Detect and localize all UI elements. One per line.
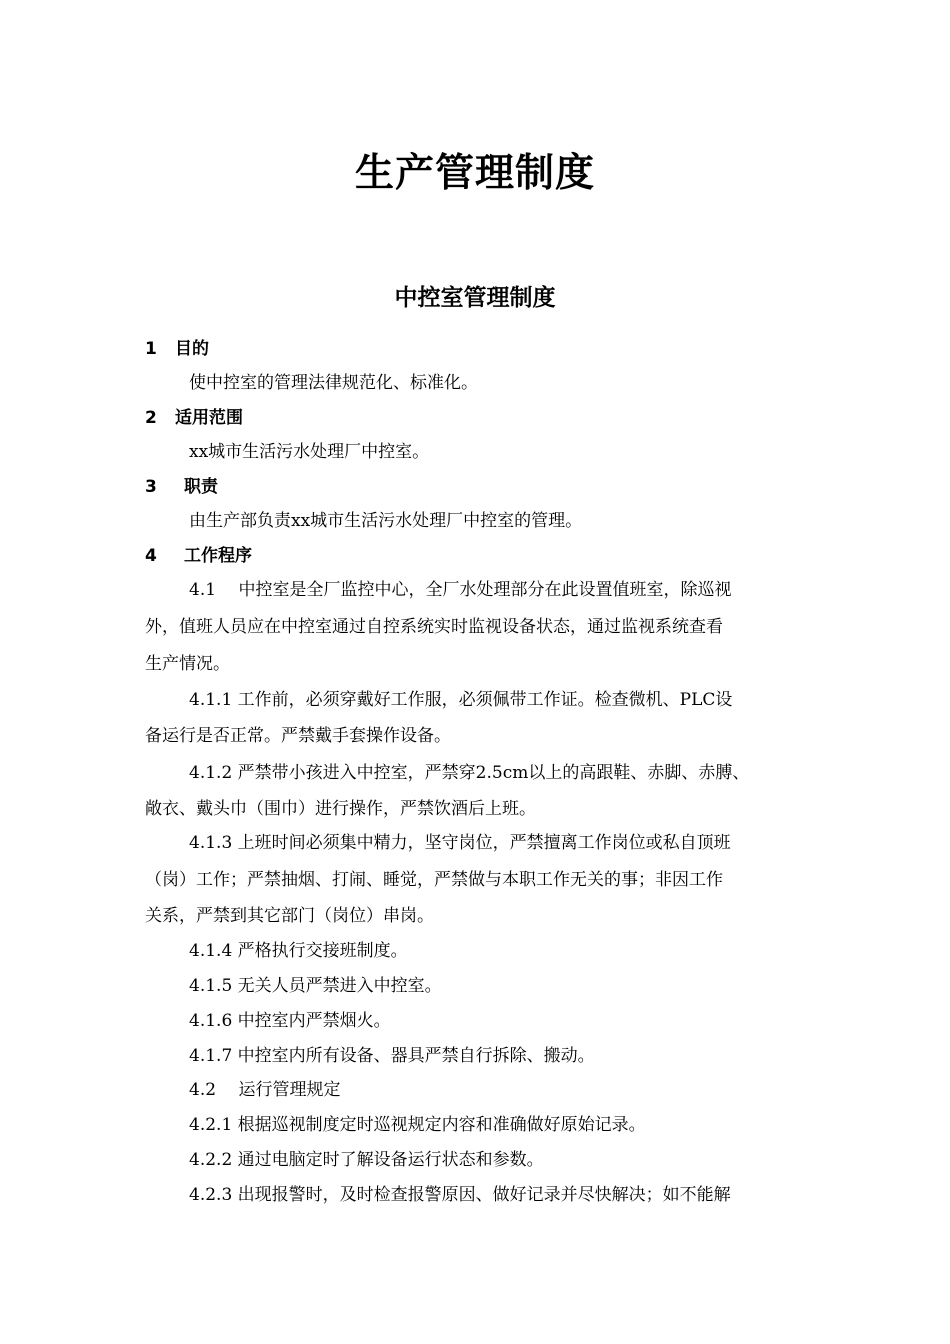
paragraph-line: 备运行是否正常。严禁戴手套操作设备。 bbox=[145, 726, 451, 746]
paragraph-line: 4.1.2 严禁带小孩进入中控室，严禁穿2.5cm以上的高跟鞋、赤脚、赤膊、 bbox=[189, 763, 750, 783]
paragraph-line: 4.2 运行管理规定 bbox=[189, 1080, 341, 1100]
document-title: 生产管理制度 bbox=[354, 151, 595, 196]
section-number: 1 bbox=[145, 339, 157, 359]
paragraph-line: 生产情况。 bbox=[145, 654, 230, 674]
section-title: 适用范围 bbox=[175, 408, 243, 428]
section-title: 工作程序 bbox=[184, 546, 252, 566]
paragraph-line: 4.1.5 无关人员严禁进入中控室。 bbox=[189, 976, 442, 996]
paragraph-line: 外，值班人员应在中控室通过自控系统实时监视设备状态，通过监视系统查看 bbox=[145, 617, 723, 637]
paragraph-line: 4.1.6 中控室内严禁烟火。 bbox=[189, 1011, 391, 1031]
section-number: 4 bbox=[145, 546, 157, 566]
section-title: 目的 bbox=[175, 339, 209, 359]
section-number: 3 bbox=[145, 477, 157, 497]
section-heading-duties bbox=[145, 474, 218, 500]
section-title: 职责 bbox=[184, 477, 218, 497]
paragraph-line: 4.1.7 中控室内所有设备、器具严禁自行拆除、搬动。 bbox=[189, 1046, 595, 1066]
document-subtitle: 中控室管理制度 bbox=[394, 285, 556, 311]
paragraph-line: 4.2.2 通过电脑定时了解设备运行状态和参数。 bbox=[189, 1150, 544, 1170]
paragraph-line: 4.1.3 上班时间必须集中精力，坚守岗位，严禁擅离工作岗位或私自顶班 bbox=[189, 833, 731, 853]
section-heading-procedure bbox=[145, 543, 252, 569]
section-heading-purpose bbox=[145, 336, 209, 362]
paragraph-line: 由生产部负责xx城市生活污水处理厂中控室的管理。 bbox=[189, 511, 583, 531]
paragraph-line: xx城市生活污水处理厂中控室。 bbox=[189, 442, 430, 462]
paragraph-line: 4.1.1 工作前，必须穿戴好工作服，必须佩带工作证。检查微机、PLC设 bbox=[189, 690, 733, 710]
paragraph-line: 敞衣、戴头巾（围巾）进行操作，严禁饮酒后上班。 bbox=[145, 799, 536, 819]
paragraph-line: 4.1 中控室是全厂监控中心，全厂水处理部分在此设置值班室，除巡视 bbox=[189, 580, 732, 600]
paragraph-line: 使中控室的管理法律规范化、标准化。 bbox=[189, 373, 478, 393]
paragraph-line: 关系，严禁到其它部门（岗位）串岗。 bbox=[145, 906, 434, 926]
paragraph-line: 4.2.3 出现报警时，及时检查报警原因、做好记录并尽快解决；如不能解 bbox=[189, 1185, 731, 1205]
paragraph-line: （岗）工作；严禁抽烟、打闹、睡觉，严禁做与本职工作无关的事；非因工作 bbox=[145, 870, 723, 890]
section-number: 2 bbox=[145, 408, 157, 428]
paragraph-line: 4.1.4 严格执行交接班制度。 bbox=[189, 941, 408, 961]
section-heading-scope bbox=[145, 405, 243, 431]
paragraph-line: 4.2.1 根据巡视制度定时巡视规定内容和准确做好原始记录。 bbox=[189, 1115, 646, 1135]
